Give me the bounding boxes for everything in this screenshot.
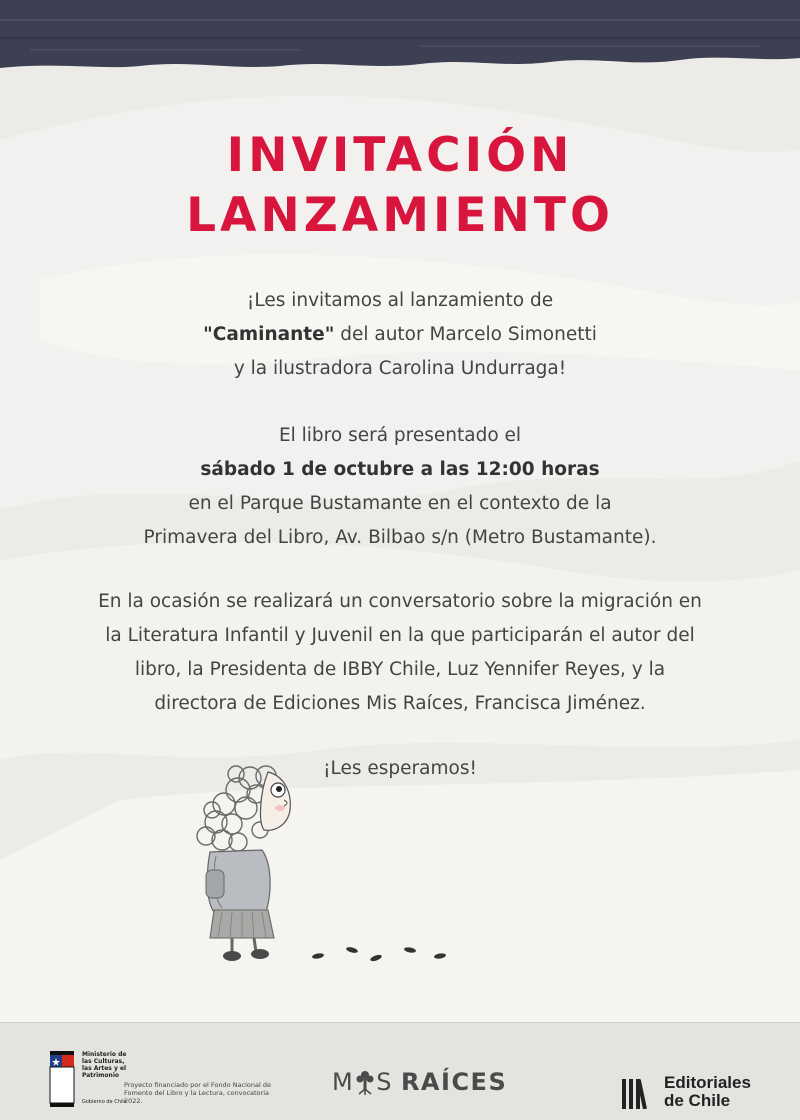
invitation-title [0,126,800,246]
book-title: "Caminante" [203,324,335,345]
conversation-line-4: directora de Ediciones Mis Raíces, Francisca Jiménez. [154,693,646,714]
conversation-line-2: la Literatura Infantil y Juvenil en la que participarán el autor del [105,625,695,646]
conversation-line-3: libro, la Presidenta de IBBY Chile, Luz Yennifer Reyes, y la [134,659,666,680]
event-line-4: Primavera del Libro, Av. Bilbao s/n (Metro Bustamante). [143,527,657,548]
event-line-3: en el Parque Bustamante en el contexto de la [188,493,612,514]
conversation-line-1: En la ocasión se realizará un conversatorio sobre la migración en [98,591,702,612]
chile-shield-icon [48,1051,76,1107]
ministry-name: Ministerio de las Culturas, las Artes y el Patrimonio [82,1051,127,1079]
mis-raices-logo [332,1067,507,1097]
mis-raices-mis [332,1068,393,1096]
tree-icon [355,1069,375,1095]
editoriales-line-2: de Chile [664,1091,731,1110]
editoriales-de-chile-logo [620,1067,751,1117]
mis-raices-s: S [376,1068,393,1096]
launch-line-1: ¡Les invitamos al lanzamiento de [246,290,554,311]
conversation-paragraph [0,585,800,721]
mis-raices-raices: RAÍCES [400,1068,508,1096]
ministry-logo [48,1045,128,1113]
title-line-2: LANZAMIENTO [186,188,614,243]
editoriales-name [664,1074,751,1110]
sponsor-footer [0,1022,800,1120]
event-line-1: El libro será presentado el [278,425,522,446]
books-bars-icon [620,1075,656,1109]
government-name: Gobierno de Chile [82,1099,127,1105]
event-date-time: sábado 1 de octubre a las 12:00 horas [200,459,600,480]
author-text: del autor Marcelo Simonetti [334,324,597,345]
closing-line: ¡Les esperamos! [323,758,477,779]
project-funding-note: Proyecto financiado por el Fondo Nacional de Fomento del Libro y la Lectura, convocatoria 2022. [124,1081,271,1105]
event-details-paragraph [0,419,800,555]
title-line-1: INVITACIÓN [226,128,574,183]
launch-line-3: y la ilustradora Carolina Undurraga! [233,358,567,379]
child-walking-illustration [176,752,476,972]
editoriales-line-1: Editoriales [664,1073,751,1092]
launch-line-2 [0,318,800,352]
mis-raices-m: M [332,1068,355,1096]
launch-paragraph [0,284,800,386]
